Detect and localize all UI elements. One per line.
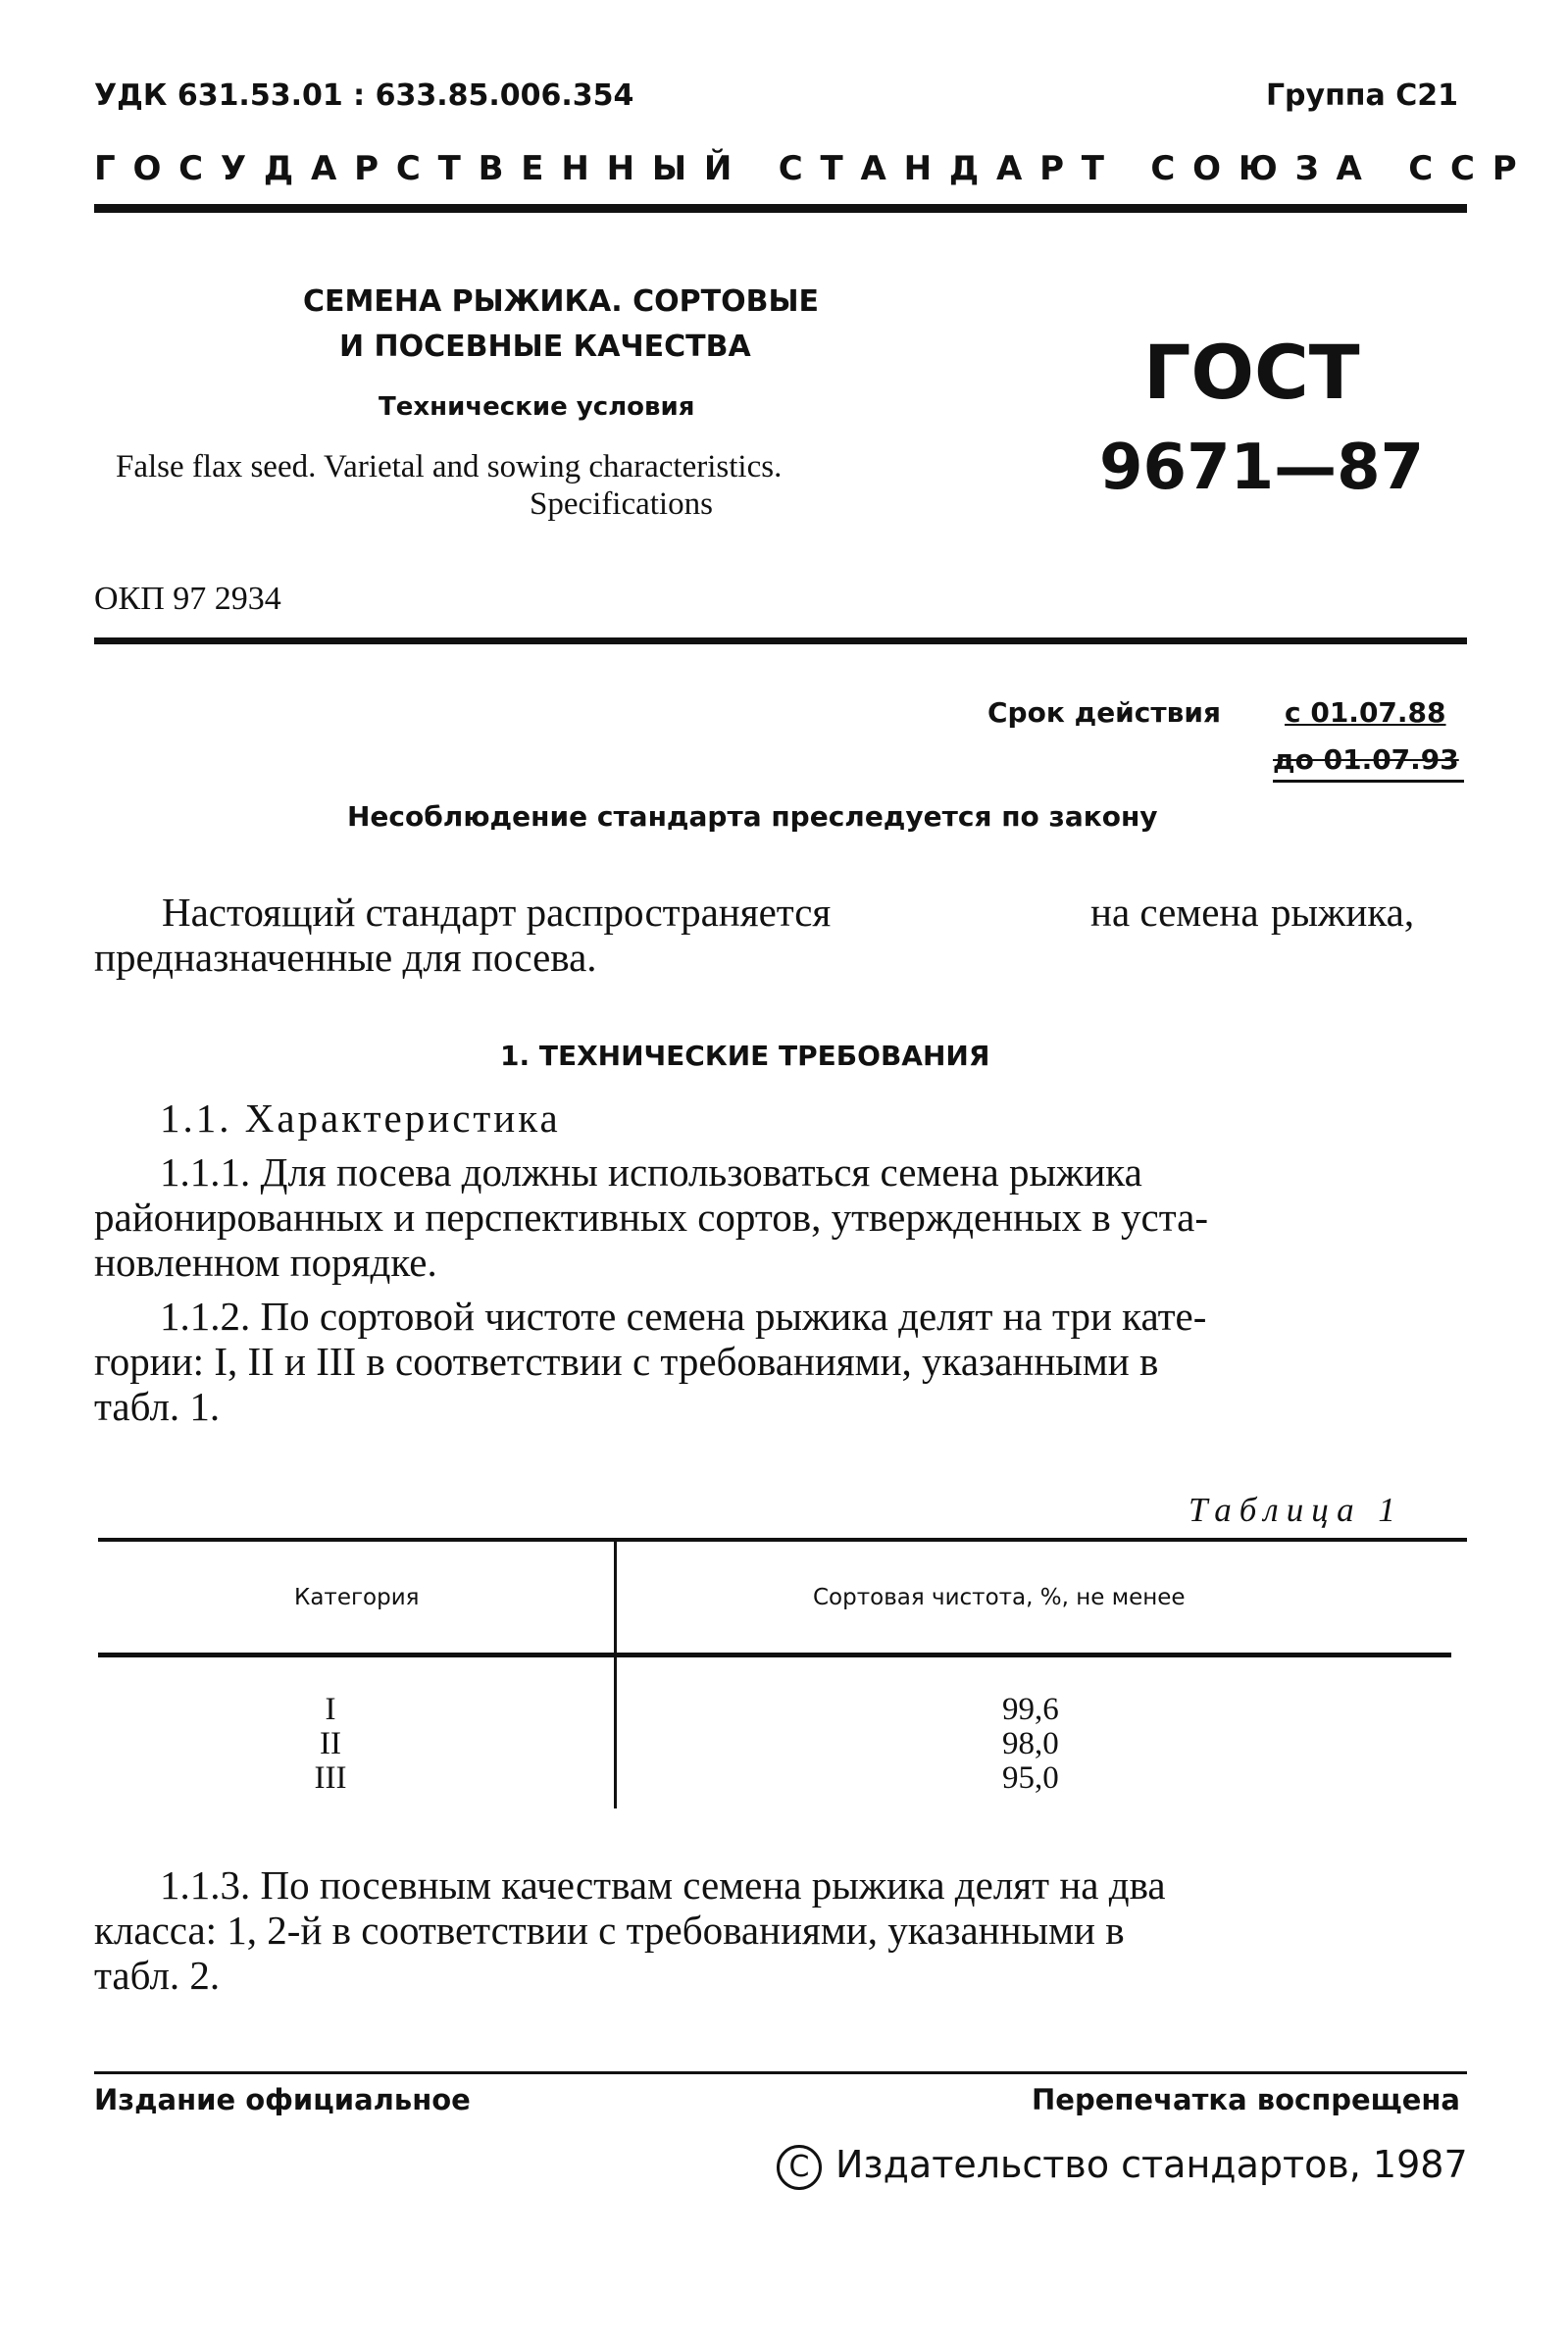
footer-rule (94, 2071, 1467, 2074)
udc-code: УДК 631.53.01 : 633.85.006.354 (94, 78, 634, 113)
table-cell: II (320, 1726, 341, 1761)
clause-1-1-2-line: 1.1.2. По сортовой чистоте семена рыжика делят на три кате- (160, 1294, 1207, 1339)
english-title-line-1: False flax seed. Varietal and sowing characteristics. (116, 449, 783, 484)
intro-line-1-end: рыжика, (1271, 890, 1415, 935)
okp-code: ОКП 97 2934 (94, 581, 281, 617)
title-line-2: И ПОСЕВНЫЕ КАЧЕСТВА (339, 330, 751, 364)
table-cell: I (325, 1692, 336, 1727)
table-label: Таблица 1 (1189, 1491, 1403, 1529)
legal-notice: Несоблюдение стандарта преследуется по закону (347, 800, 1158, 833)
reprint-note: Перепечатка воспрещена (1032, 2083, 1460, 2116)
publisher-name: Издательство стандартов, 1987 (835, 2143, 1468, 2186)
table-header-rule (98, 1653, 1451, 1657)
clause-1-1-2-line: табл. 1. (94, 1384, 221, 1429)
state-standard-heading: ГОСУДАРСТВЕННЫЙ СТАНДАРТ СОЮЗА ССР (94, 149, 1535, 188)
intro-line-1: Настоящий стандарт распространяется (162, 890, 832, 935)
gost-label: ГОСТ (1143, 329, 1360, 416)
validity-underline (1273, 780, 1464, 783)
table-header-purity: Сортовая чистота, %, не менее (813, 1585, 1186, 1610)
title-rule (94, 637, 1467, 644)
edition-note: Издание официальное (94, 2083, 471, 2116)
clause-1-1: 1.1. Характеристика (160, 1095, 561, 1141)
group-code: Группа С21 (1265, 78, 1458, 113)
clause-1-1-1-line: районированных и перспективных сортов, утвержденных в уста- (94, 1195, 1208, 1240)
table-header-category: Категория (294, 1585, 420, 1610)
clause-1-1-3-line: класса: 1, 2-й в соответствии с требованиями, указанными в (94, 1908, 1125, 1953)
publisher-line (777, 2143, 1468, 2190)
validity-from: с 01.07.88 (1285, 696, 1446, 729)
validity-label: Срок действия (987, 696, 1221, 729)
subtitle: Технические условия (379, 392, 695, 422)
section-heading: 1. ТЕХНИЧЕСКИЕ ТРЕБОВАНИЯ (500, 1040, 990, 1072)
table-column-divider (614, 1542, 617, 1808)
clause-1-1-3-line: табл. 2. (94, 1953, 221, 1998)
english-title-line-2: Specifications (530, 486, 713, 522)
table-cell: 95,0 (1002, 1760, 1059, 1796)
copyright-icon: C (777, 2145, 822, 2190)
table-cell: 98,0 (1002, 1726, 1059, 1761)
clause-1-1-1-line: 1.1.1. Для посева должны использоваться семена рыжика (160, 1149, 1142, 1195)
table-cell: 99,6 (1002, 1692, 1059, 1727)
header-rule (94, 204, 1467, 213)
title-line-1: СЕМЕНА РЫЖИКА. СОРТОВЫЕ (303, 284, 820, 319)
table-cell: III (314, 1760, 347, 1796)
clause-1-1-2-line: гории: I, II и III в соответствии с требованиями, указанными в (94, 1339, 1159, 1384)
validity-to: до 01.07.93 (1273, 743, 1459, 776)
table-top-rule (98, 1538, 1467, 1542)
clause-1-1-3-line: 1.1.3. По посевным качествам семена рыжика делят на два (160, 1862, 1166, 1908)
gost-number: 9671—87 (1099, 432, 1425, 504)
clause-1-1-1-line: новленном порядке. (94, 1240, 437, 1285)
intro-line-1-middle: на семена (1090, 890, 1259, 935)
intro-line-2: предназначенные для посева. (94, 935, 597, 980)
